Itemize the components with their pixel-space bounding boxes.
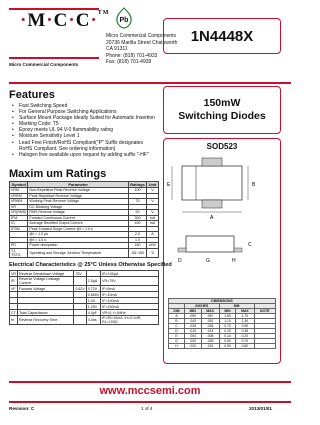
electrical-cell: IF=5mA [101,286,159,292]
max-ratings-cell: mA [147,215,159,221]
max-ratings-cell: @t = 1.0 s [28,237,129,243]
description-box [163,86,281,134]
dim-cell: .059 [184,314,201,319]
electrical-cell: 0.72V [86,286,100,292]
electrical-row [10,277,159,286]
trademark: TM [97,10,110,16]
max-ratings-cell: Non-Repetitive Peak Reverse Voltage [28,188,129,194]
header-divider [9,82,291,84]
dim-group-inches: INCHES [184,304,219,309]
dim-body [169,314,276,349]
electrical-cell: Total Capacitance [18,310,74,316]
dim-cell: 0.10 [219,334,236,339]
dim-cell: 0.80 [236,344,254,349]
max-ratings-cell: 2.0 [129,232,147,238]
mcc-logo [20,10,109,32]
dim-cell: .051 [201,319,219,324]
dim-cell: .010 [184,329,201,334]
feature-item: • Fast Switching Speed [12,103,157,109]
dim-cell: C [169,324,185,329]
max-ratings-header-cell: Ratings [130,182,145,187]
max-ratings-row [10,188,159,194]
logo-subtitle: Micro Commercial Components [9,62,79,67]
dim-cell: H [169,344,185,349]
electrical-cell: 0.855V [87,292,100,297]
max-ratings-cell: RMS Reverse Voltage [28,210,129,216]
dim-cell: .035 [201,324,219,329]
feature-item: • Epoxy meets UL 94 V-0 flammability rating [12,127,157,133]
electrical-cell: VR [11,271,16,276]
dim-cell: 0.20 [236,334,254,339]
address-line: Phone: (818) 701-4933 [106,52,158,59]
electrical-cell: 1.0V [86,298,100,304]
max-ratings-cell: 75 [129,199,147,205]
footer-bottom-rule [9,401,291,403]
address-line: CA 91311 [106,46,128,53]
electrical-cell: 1.25V [86,304,100,310]
max-ratings-header-cell: Symbol [11,182,26,187]
max-ratings-cell: °C [147,248,159,257]
dim-cell: G [169,339,185,344]
address-line: Fax: (818) 701-4939 [106,59,152,66]
feature-item: • Lead Free Finish/RoHS Compliant("P" Suffix designates RoHS Compliant. See ordering information) [12,140,157,152]
dim-group-mm: MM [219,304,254,309]
electrical-cell [74,277,86,286]
footer-url-text[interactable]: www.mccsemi.com [99,385,201,397]
max-ratings-cell: VRWM [10,199,28,205]
dim-header-cell: MAX [236,309,254,314]
electrical-cell: 75V [74,271,86,277]
max-ratings-cell: V [147,188,159,194]
side-lead-right [234,248,242,252]
max-ratings-header-cell: Unit [147,182,159,188]
electrical-row [10,316,159,325]
dim-label-h: H [232,258,236,264]
side-lead-left [178,248,186,252]
dim-cell: .043 [184,319,201,324]
part-number-box [163,18,281,54]
dim-cell: .028 [201,339,219,344]
max-ratings-cell: V [147,210,159,216]
dim-cell: .004 [184,334,201,339]
max-ratings-cell: IFSM [10,226,28,232]
logo-dot-4: · [90,10,98,31]
logo-letter-c2: C [75,10,91,31]
dim-cell: 0.25 [219,329,236,334]
electrical-table [9,270,159,325]
logo-letter-c1: C [53,10,69,31]
package-drawing [166,152,278,292]
dim-label-d: D [178,258,182,264]
max-ratings-cell: 300 [129,215,147,221]
dim-cell: D [169,329,185,334]
electrical-cell: IF=100mA [101,298,159,304]
dim-label-a: A [210,215,214,221]
revision-date: 2013/01/01 [249,406,272,411]
max-ratings-cell: DC Blocking Voltage [28,204,129,210]
electrical-cell: VR=0, f=1MHz [101,310,159,316]
electrical-cell: 4.0ns [86,316,100,325]
feature-item: • For General Purpose Switching Applications [12,109,157,115]
max-ratings-cell: Operating and Storage Junction Temperature [28,248,129,257]
electrical-cell: trr [10,316,18,325]
dim-cell [254,344,276,349]
max-ratings-cell: 150 [129,221,147,227]
max-ratings-cell: 53 [129,210,147,216]
electrical-cell: Reverse Breakdown Voltage [18,271,74,277]
dim-cell: 0.50 [219,344,236,349]
max-ratings-cell: 100 [129,188,147,194]
max-ratings-cell: Peak Repetitive Reverse Voltage [28,193,129,199]
max-ratings-cell: Working Peak Reverse Voltage [28,199,129,205]
electrical-cell: 0.62V [75,286,85,291]
electrical-cell: 2.5μA [86,277,100,286]
max-ratings-cell: mW [147,243,159,249]
dimensions-title: DIMENSIONS [169,299,276,304]
dim-cell: .020 [184,344,201,349]
electrical-cell: VR=75V [101,277,159,286]
dim-cell: B [169,319,185,324]
dim-header-cell: DIM [169,309,185,314]
dim-cell: 0.90 [236,324,254,329]
dim-cell: 1.30 [236,319,254,324]
revision: Revision: C [9,406,35,411]
dim-cell: .028 [184,324,201,329]
package-lead-top [202,158,222,166]
feature-item: • Marking Code: T5 [12,121,157,127]
dim-cell: 1.50 [219,314,236,319]
max-ratings-cell: VR(RMS) [11,210,27,215]
package-lead-bottom [202,200,222,208]
package-side-outline [186,236,234,252]
max-ratings-body [10,188,159,258]
electrical-cell: IR=100μA [101,271,159,277]
max-ratings-cell: VRM [10,188,28,194]
max-ratings-cell: PD [10,243,28,249]
dim-label-b: B [252,182,256,188]
max-ratings-cell: IO [10,221,28,227]
electrical-cell: CT [11,310,16,315]
features-list [12,103,157,158]
electrical-cell: IF=IR=10mA, Irr=0.1xIR, RL=100Ω [101,316,159,325]
dim-header-cell: MIN [219,309,236,314]
max-ratings-cell: A [147,232,159,238]
dim-cell: 0.70 [236,339,254,344]
dim-cell: 0.70 [219,324,236,329]
max-ratings-cell: IFM [10,215,28,221]
electrical-cell: IR [10,277,18,286]
address-line: Micro Commercial Components [106,33,177,39]
feature-item: • Halogen free available upon request by adding suffix "-HF" [12,152,157,158]
logo-bottom-rule [9,57,99,59]
dim-header-cell: MAX [201,309,219,314]
electrical-cell [74,316,86,325]
description-type: Switching Diodes [178,110,266,122]
max-ratings-table [9,181,159,258]
electrical-cell: Reverse Voltage Leakage Current [18,277,74,286]
max-ratings-title: Maxim um Ratings [9,168,107,180]
dim-cell: 1.70 [236,314,254,319]
dim-cell: .008 [201,334,219,339]
description-power: 150mW [203,97,241,109]
feature-item: • Moisture Sensitivity Level 1 [12,133,157,139]
pb-label: Pb [119,17,129,24]
dim-cell: .031 [201,344,219,349]
package-name: SOD523 [206,142,238,151]
max-ratings-cell: 1.0 [129,237,147,243]
footer-url[interactable] [0,385,300,397]
max-ratings-cell: Forward Continuous Current [28,215,129,221]
footer-top-rule [9,381,291,383]
logo-dot-2: · [46,10,54,31]
max-ratings-cell: VRRM [10,193,28,199]
dimensions-table [168,298,276,349]
features-title: Features [9,89,55,101]
logo-dot-1: · [20,10,28,31]
max-ratings-cell: Power dissipation [28,243,129,249]
electrical-cell: Reverse Recovery Time [18,316,74,325]
max-ratings-cell: Peak Forward Surge Current @t = 1.0 s [28,226,129,232]
lead-free-icon [114,7,134,29]
dim-cell: A [169,314,185,319]
electrical-title: Electrical Characteristics @ 25°C Unless Otherwise Specified [9,262,172,268]
max-ratings-cell: mA [147,221,159,227]
max-ratings-cell: V [147,199,159,205]
dim-label-c: C [248,242,252,248]
logo-dot-3: · [68,10,76,31]
page-number: 1 of 4 [141,406,153,411]
max-ratings-cell: @t = 1.0 μs [28,232,129,238]
dim-header-cell: NOTE [254,309,276,314]
electrical-cell: VF [11,286,16,291]
package-body-outline [182,166,242,200]
dim-cell: .067 [201,314,219,319]
dim-label-e: E [167,182,171,188]
feature-item: • Surface Mount Package Ideally Suited for Automatic Insertion [12,115,157,121]
max-ratings-cell: -55~150 [129,248,147,257]
max-ratings-cell: TJ, TSTG [10,248,28,257]
dim-header-cell: MIN [184,309,201,314]
part-number: 1N4448X [190,27,254,45]
electrical-cell: IF=10mA [101,292,159,298]
dim-row [169,344,276,349]
dim-cell: 0.50 [219,339,236,344]
dim-cell: 1.10 [219,319,236,324]
dim-cell: 0.35 [236,329,254,334]
max-ratings-cell: VR [10,204,28,210]
dim-cell: E [169,334,185,339]
max-ratings-row [10,248,159,257]
max-ratings-header-cell: Parameter [28,182,129,188]
logo-top-rule [9,8,99,10]
dim-label-g: G [206,258,210,264]
logo-letter-m: M [27,10,47,31]
electrical-cell: Forward Voltage [18,286,74,292]
dim-cell: .014 [201,329,219,334]
electrical-cell: 4.0pF [86,310,100,316]
dim-cell: .020 [184,339,201,344]
address-line: 20736 Marilla Street Chatsworth [106,39,178,46]
max-ratings-cell: 150 [129,243,147,249]
max-ratings-cell: Average Rectified Output Current [28,221,129,227]
electrical-body [10,271,159,325]
electrical-cell: IF=150mA [101,304,159,310]
